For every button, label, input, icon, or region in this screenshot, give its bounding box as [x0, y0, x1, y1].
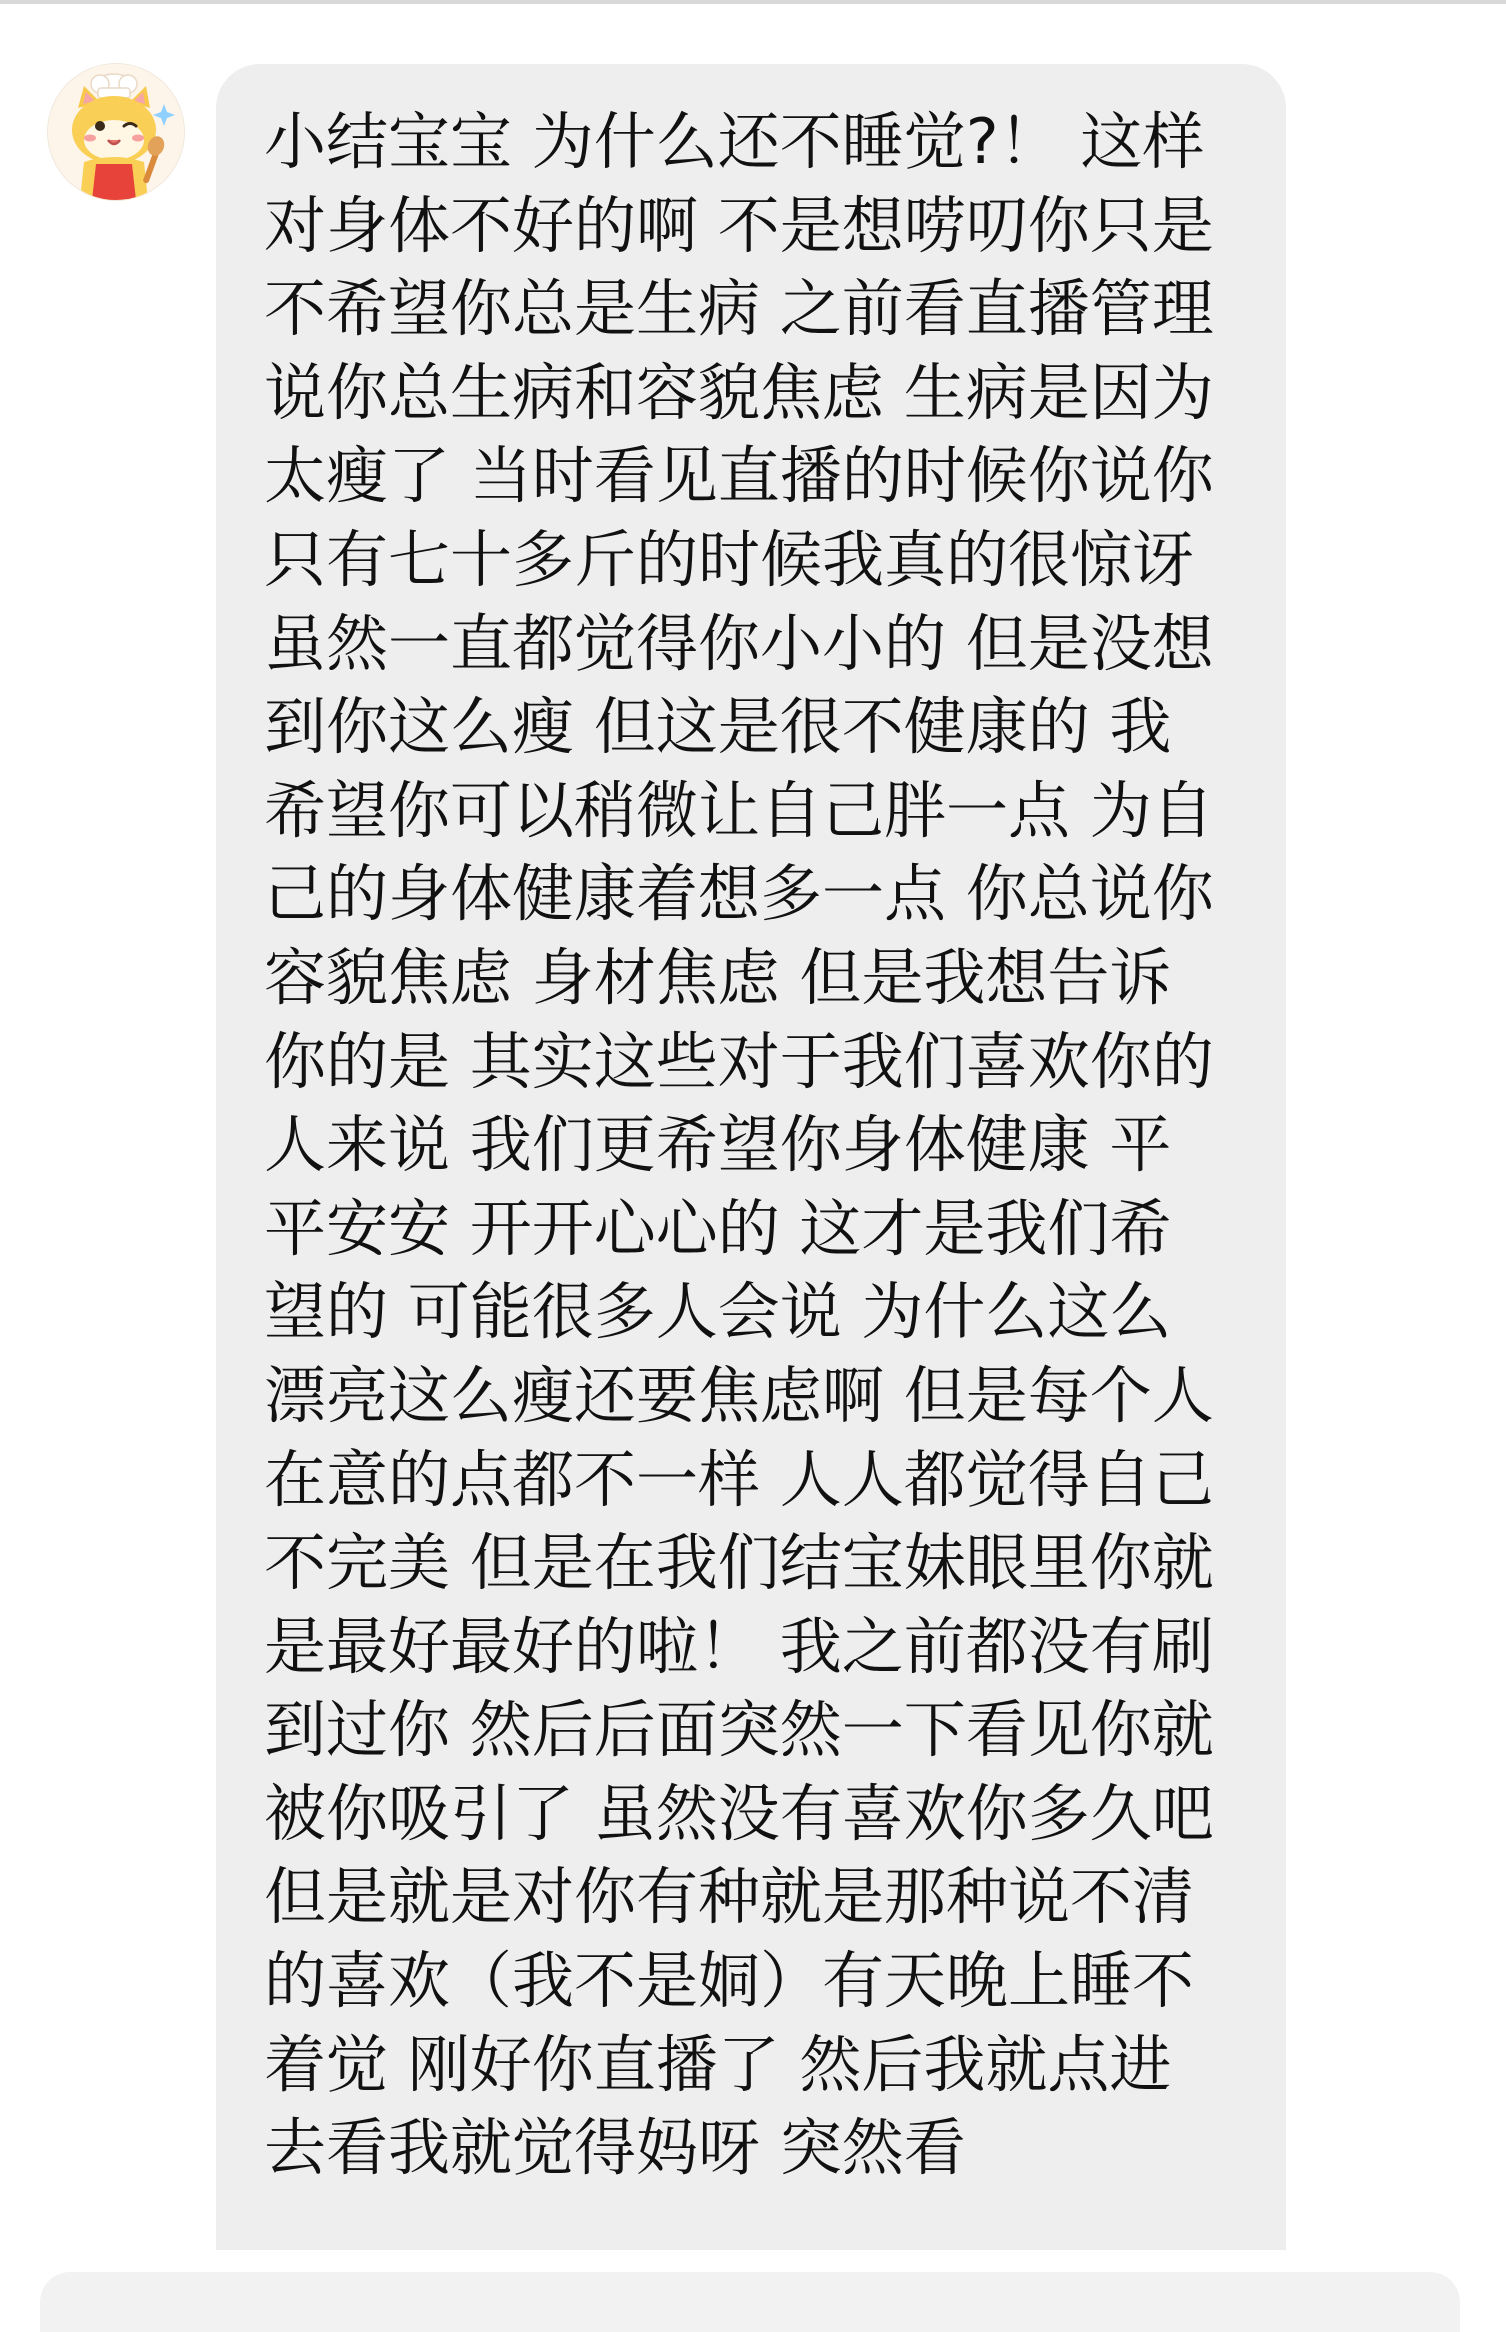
message-text: 小结宝宝 为什么还不睡觉?！ 这样对身体不好的啊 不是想唠叨你只是不希望你总是生病 之前看直播管理说你总生病和容貌焦虑 生病是因为太瘦了 当时看见直播的时候你说你只有七十多斤的时候我真的很惊讶 虽然一直都觉得你小小的 但是没想到你这么瘦 但这是很不健康的 我希望你可以稍微让自己胖一点 为自己的身体健康着想多一点 你总说你容貌焦虑 身材焦虑 但是我想告诉你的是 其实这些对于我们喜欢你的人来说 我们更希望你身体健康 平平安安 开开心心的 这才是我们希望的 可能很多人会说 为什么这么漂亮这么瘦还要焦虑啊 但是每个人在意的点都不一样 人人都觉得自己不完美 但是在我们结宝妹眼里你就是最好最好的啦！ 我之前都没有刷到过你 然后后面突然一下看见你就被你吸引了 虽然没有喜欢你多久吧 但是就是对你有种就是那种说不清的喜欢（我不是姛）有天晚上睡不着觉 刚好你直播了 然后我就点进去看我就觉得妈呀 突然看 — [264, 105, 1234, 2185]
avatar[interactable] — [48, 64, 184, 200]
next-message-bubble-edge — [40, 2272, 1460, 2332]
top-divider — [0, 0, 1506, 4]
bubble-cutoff — [216, 2220, 1286, 2250]
cat-chef-avatar-icon — [48, 64, 184, 200]
message-bubble[interactable] — [216, 64, 1286, 2250]
